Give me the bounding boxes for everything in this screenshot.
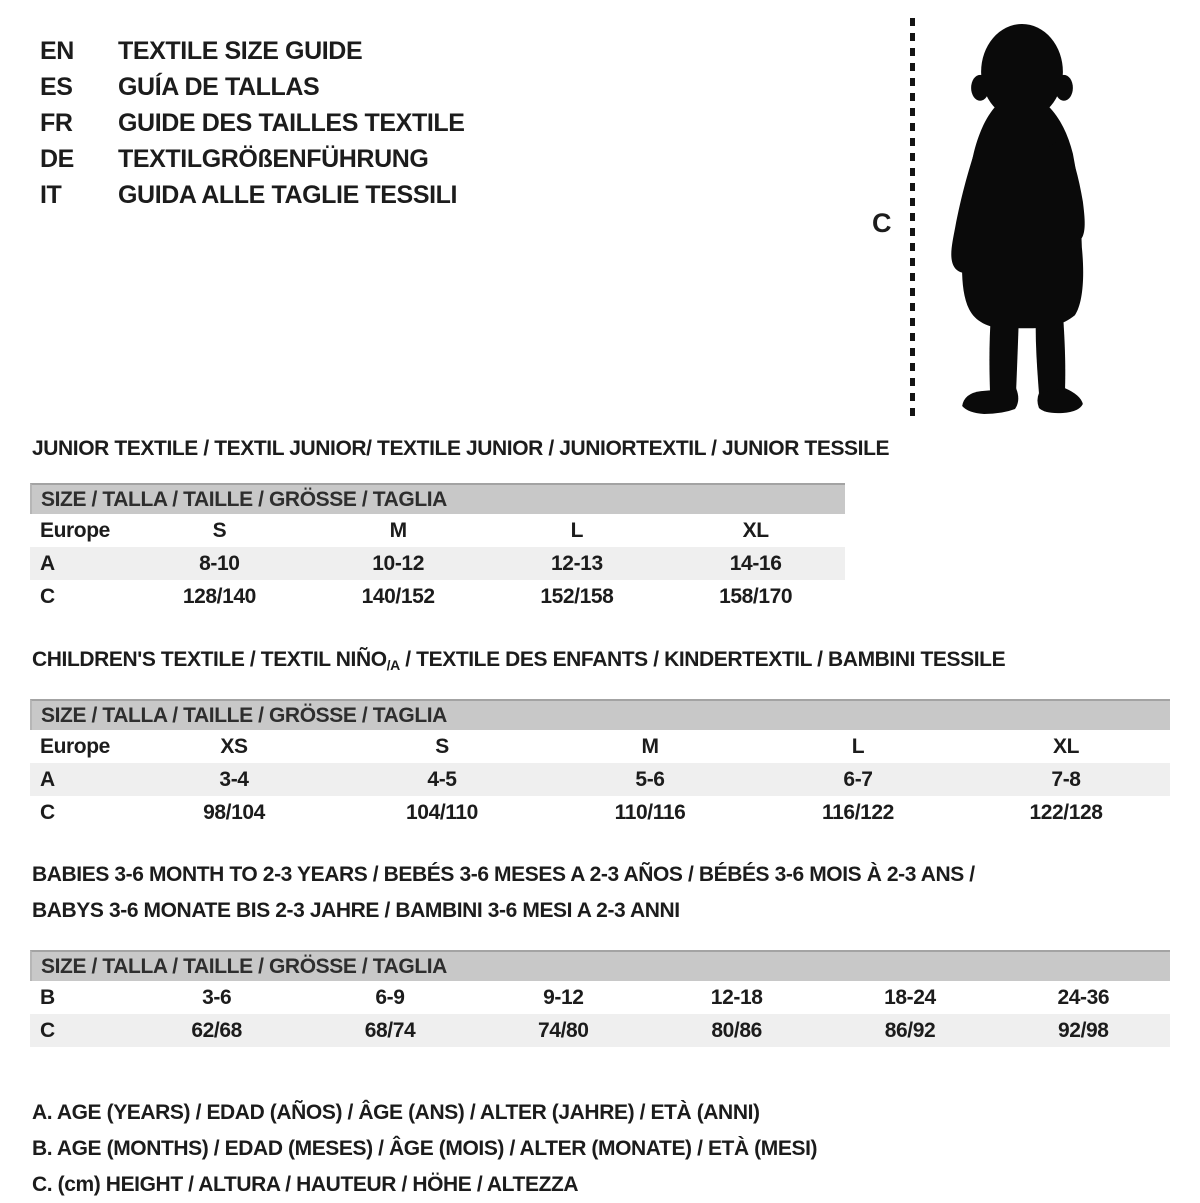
value-cell: 14-16 [729,551,782,575]
language-row-es [40,69,465,105]
table-header-bar: SIZE / TALLA / TAILLE / GRÖSSE / TAGLIA [30,483,845,514]
row-label: Europe [40,518,110,542]
value-cell: 110/116 [614,800,686,824]
language-row-fr [40,105,465,141]
language-title: GUIDA ALLE TAGLIE TESSILI [118,180,458,209]
value-cell: 5-6 [635,767,665,791]
table-row-months [30,981,1170,1014]
height-measure-figure [866,16,1118,420]
value-cell: 152/158 [540,584,614,608]
language-title: GUIDE DES TAILLES TEXTILE [118,108,465,137]
value-cell: 62/68 [191,1018,242,1042]
table-header-bar: SIZE / TALLA / TAILLE / GRÖSSE / TAGLIA [30,950,1170,981]
size-cell: XS [220,734,248,758]
value-cell: 6-7 [843,767,873,791]
row-label: Europe [40,734,110,758]
value-cell: 6-9 [375,985,405,1009]
value-cell: 104/110 [406,800,478,824]
language-list [40,33,465,213]
table-row-height [30,1014,1170,1047]
value-cell: 128/140 [182,584,256,608]
heading-line-2: BABYS 3-6 MONATE BIS 2-3 JAHRE / BAMBINI 3-6 MESI A 2-3 ANNI [32,899,680,922]
language-code: ES [40,72,73,101]
value-cell: 18-24 [884,985,936,1009]
language-title: GUÍA DE TALLAS [118,72,320,101]
size-cell: S [435,734,449,758]
value-cell: 98/104 [203,800,265,824]
heading-text: CHILDREN'S TEXTILE / TEXTIL NIÑO [32,648,387,671]
value-cell: 12-18 [710,985,763,1009]
section-heading-children [30,647,1170,678]
table-row-europe [30,730,1170,763]
language-row-it [40,177,465,213]
language-row-en [40,33,465,69]
value-cell: 7-8 [1051,767,1081,791]
language-code: FR [40,108,73,137]
value-cell: 74/80 [538,1018,589,1042]
heading-text: / TEXTILE DES ENFANTS / KINDERTEXTIL / BAMBINI TESSILE [399,648,1006,671]
size-cell: XL [742,518,769,542]
size-table-babies [30,950,1170,1047]
language-code: EN [40,36,74,65]
value-cell: 24-36 [1057,985,1110,1009]
section-heading-babies [30,857,1170,929]
size-table-children [30,699,1170,829]
value-cell: 10-12 [372,551,424,575]
header-block [30,0,1170,430]
language-row-de [40,141,465,177]
table-row-height [30,580,845,613]
value-cell: 3-4 [219,767,249,791]
table-header-bar: SIZE / TALLA / TAILLE / GRÖSSE / TAGLIA [30,699,1170,730]
row-label: A [40,767,55,791]
legend-line-a: A. AGE (YEARS) / EDAD (AÑOS) / ÂGE (ANS) / ALTER (JAHRE) / ETÀ (ANNI) [32,1101,760,1124]
value-cell: 8-10 [199,551,240,575]
language-code: IT [40,180,62,209]
value-cell: 158/170 [719,584,793,608]
row-label: A [40,551,55,575]
table-row-height [30,796,1170,829]
language-title: TEXTILE SIZE GUIDE [118,36,363,65]
measure-label-c: C [872,208,892,238]
toddler-silhouette-icon [926,16,1118,420]
row-label: C [40,584,55,608]
size-cell: L [851,734,865,758]
size-cell: XL [1052,734,1080,758]
value-cell: 80/86 [711,1018,762,1042]
legend-block [30,1095,1170,1203]
value-cell: 68/74 [364,1018,416,1042]
value-cell: 12-13 [551,551,603,575]
table-row-age [30,763,1170,796]
value-cell: 3-6 [202,985,232,1009]
size-cell: L [570,518,584,542]
legend-line-c: C. (cm) HEIGHT / ALTURA / HAUTEUR / HÖHE / ALTEZZA [32,1173,579,1196]
section-heading-junior: JUNIOR TEXTILE / TEXTIL JUNIOR/ TEXTILE JUNIOR / JUNIORTEXTIL / JUNIOR TESSILE [32,437,890,460]
size-cell: M [389,518,407,542]
size-table-junior [30,483,845,613]
value-cell: 122/128 [1029,800,1103,824]
table-row-age [30,547,845,580]
table-row-europe [30,514,845,547]
language-code: DE [40,144,74,173]
dashed-measure-line [910,18,915,418]
heading-line-1: BABIES 3-6 MONTH TO 2-3 YEARS / BEBÉS 3-6 MESES A 2-3 AÑOS / BÉBÉS 3-6 MOIS À 2-3 ANS / [32,863,975,886]
value-cell: 116/122 [822,800,894,824]
language-title: TEXTILGRÖßENFÜHRUNG [118,144,429,173]
value-cell: 4-5 [427,767,457,791]
row-label: B [40,985,55,1009]
value-cell: 140/152 [361,584,435,608]
value-cell: 86/92 [884,1018,936,1042]
size-cell: M [641,734,659,758]
row-label: C [40,800,55,824]
legend-line-b: B. AGE (MONTHS) / EDAD (MESES) / ÂGE (MOIS) / ALTER (MONATE) / ETÀ (MESI) [32,1137,818,1160]
value-cell: 9-12 [543,985,584,1009]
size-cell: S [212,518,227,542]
row-label: C [40,1018,55,1042]
value-cell: 92/98 [1058,1018,1109,1042]
heading-subscript: /A [386,657,400,673]
